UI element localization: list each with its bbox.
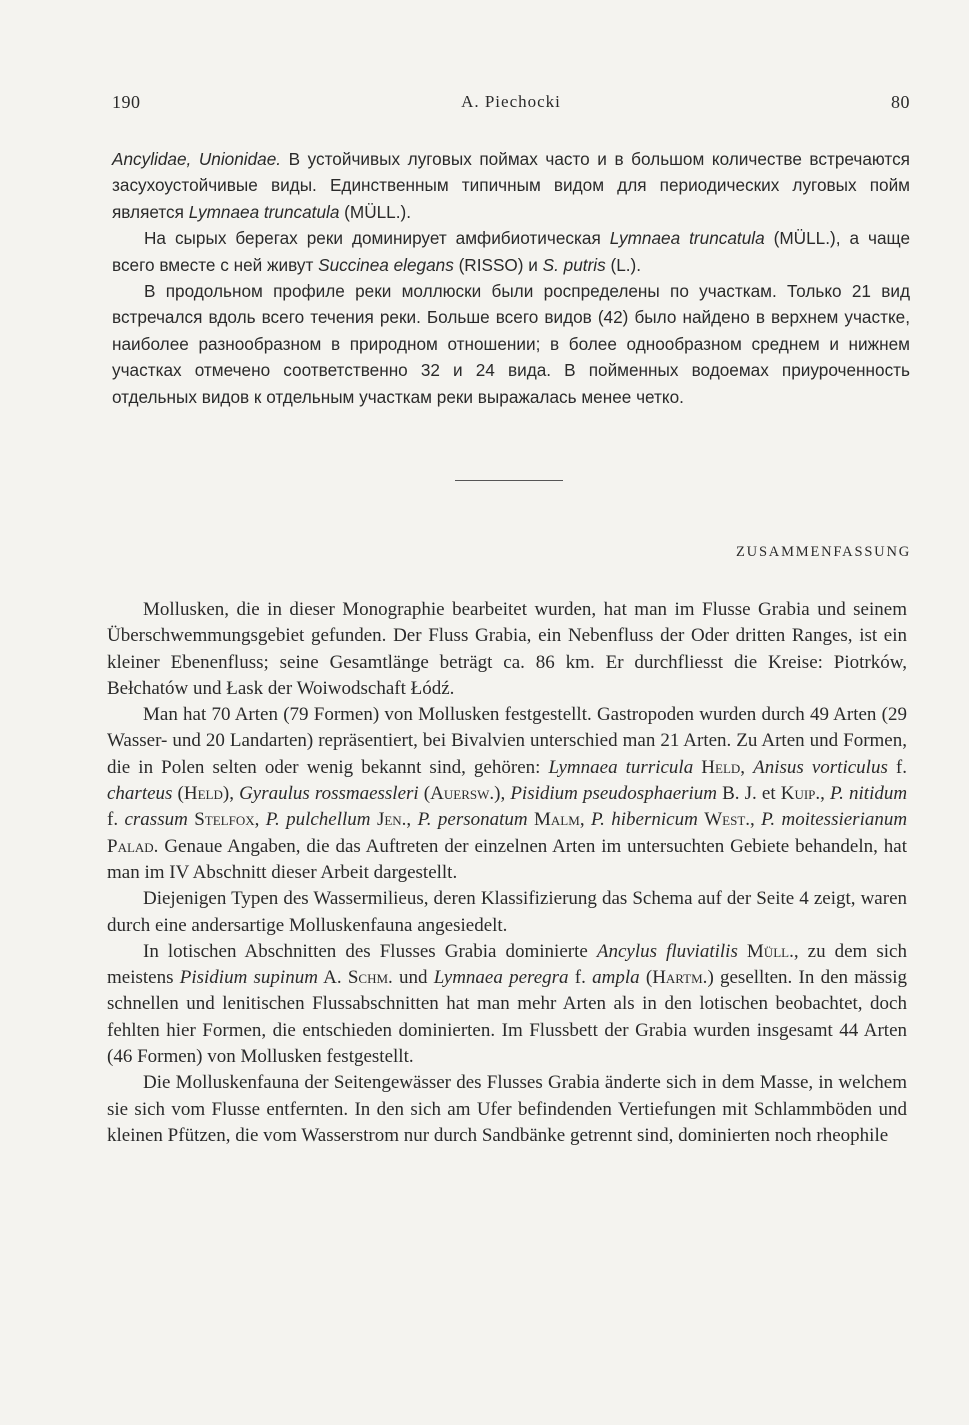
author-name: Auersw. — [430, 783, 495, 805]
author-name: Stelfox — [194, 809, 255, 831]
text-run: , — [820, 783, 830, 805]
section-title: ZUSAMMENFASSUNG — [736, 544, 911, 560]
text-run: (MÜLL.), а чаще всего вместе с ней живут — [112, 228, 911, 275]
german-paragraph-4 — [107, 939, 907, 1070]
taxon-name: P. personatum — [417, 809, 528, 831]
author-name: Malm — [534, 809, 580, 831]
author-name: Hartm. — [652, 967, 708, 989]
german-paragraph-1: Mollusken, die in dieser Monographie bearbeitet wurden, hat man im Flusse Grabia und seinem Überschwemmungsgebiet gefunden. Der Fluss Grabia, ein Nebenfluss der Oder dritten Ranges, ist ein kleiner Ebenenfluss; seine Gesamtlänge beträgt ca. 86 km. Er durchfliesst die Kreise: Piotrków, Bełchatów und Łask der Woiwodschaft Łódź. — [107, 599, 907, 699]
author-name: Müll. — [746, 940, 794, 962]
taxon-name: charteus — [107, 783, 173, 805]
text-run: f. — [887, 756, 908, 778]
russian-paragraph-2 — [112, 225, 910, 278]
text-run: , — [406, 809, 418, 831]
taxon-name: P. pulchellum — [265, 809, 371, 831]
taxon-name: crassum — [124, 809, 188, 831]
page-number: 190 — [112, 92, 141, 112]
taxon-name: Ancylus fluviatilis — [596, 940, 738, 962]
author-name: Held — [701, 756, 741, 778]
text-run: ( — [418, 783, 431, 805]
german-paragraph-5: Die Molluskenfauna der Seitengewässer des Flusses Grabia änderte sich in dem Masse, in welchem sie sich vom Flusse entfernten. In den sich am Ufer befindenden Vertiefungen mit Schlammböden und kleinen Pfützen, die vom Wasserstrom nur durch Sandbänke getrennt sind, dominierten noch rheophile — [107, 1072, 907, 1146]
reference-number: 80 — [891, 92, 910, 112]
taxon-name: Lymnaea truncatula — [188, 201, 340, 222]
taxon-name: S. putris — [542, 254, 606, 275]
text-run: , — [579, 809, 591, 831]
text-run: Man hat 70 Arten (79 Formen) von Mollusken festgestellt. Gastropoden wurden durch 49 Arten (29 Wasser- und 20 Landarten) repräsentiert, bei Bivalvien unterschied man 21 Arten. Zu Arten und Formen, die in Polen selten oder wenig bekannt sind, gehören: — [107, 704, 907, 778]
text-run: ), — [222, 783, 240, 805]
text-run: , — [750, 809, 762, 831]
german-paragraph-3: Diejenigen Typen des Wassermilieus, deren Klassifizierung das Schema auf der Seite 4 zeigt, waren durch eine andersartige Molluskenfauna angesiedelt. — [107, 888, 907, 936]
taxon-name: Ancylidae, Unionidae. — [112, 149, 282, 169]
text-run: (RISSO) и — [453, 254, 543, 275]
author-name: Held — [183, 783, 223, 805]
author-name: West. — [704, 809, 751, 831]
taxon-name: Pisidium pseudosphaerium — [510, 783, 718, 805]
author-name: Schm. — [347, 967, 393, 989]
taxon-name: Anisus vorticulus — [753, 756, 888, 778]
running-head-author: A. Piechocki — [461, 92, 561, 111]
text-run: In lotischen Abschnitten des Flusses Grabia dominierte — [143, 940, 597, 962]
text-run: f. — [107, 809, 125, 831]
german-summary — [107, 597, 907, 1149]
author-name: Jen. — [376, 809, 407, 831]
author-name: Palad. — [107, 835, 159, 857]
russian-paragraph-1 — [112, 146, 910, 225]
text-run: ( — [172, 783, 184, 805]
text-run: und — [392, 967, 434, 989]
text-run: ( — [639, 967, 653, 989]
taxon-name: P. hibernicum — [590, 809, 698, 831]
text-run: На сырых берегах реки доминирует амфибиотическая — [144, 228, 610, 249]
text-run: ), — [494, 783, 511, 805]
text-run: , — [254, 809, 266, 831]
taxon-name: Succinea elegans — [318, 254, 454, 275]
taxon-name: Pisidium supinum — [179, 967, 318, 989]
text-run: ) gesellten. In den mässig schnellen und lenitischen Flussabschnitten hat man mehr Arten als in den lotischen beobachtet, doch fehlten hier Formen, die entschieden dominierten. Im Flussbett der Grabia wurden insgesamt 44 Arten (46 Formen) von Mollusken festgestellt. — [107, 967, 908, 1068]
russian-paragraph-3: В продольном профиле реки моллюски были роспределены по участкам. Только 21 вид встречался вдоль всего течения реки. Больше всего видов (42) было найдено в верхнем участке, наиболее разнообразном в природном отношении; в более однообразном среднем и нижнем участках отмечено соответственно 32 и 24 вида. В пойменных водоемах приуроченность отдельных видов к отдельным участкам реки выражалась менее четко. — [112, 281, 910, 407]
text-run: B. J. et — [717, 783, 781, 805]
taxon-name: ampla — [592, 967, 640, 989]
text-run: , — [740, 756, 754, 778]
text-run: A. — [317, 967, 348, 989]
section-divider — [455, 480, 563, 481]
text-run: f. — [568, 967, 593, 989]
taxon-name: Gyraulus rossmaessleri — [239, 783, 419, 805]
text-run: (MÜLL.). — [339, 201, 412, 222]
text-run: , zu dem sich meistens — [107, 940, 907, 989]
taxon-name: P. moitessierianum — [761, 809, 908, 831]
taxon-name: Lymnaea truncatula — [609, 228, 765, 249]
taxon-name: Lymnaea turricula — [548, 756, 694, 778]
text-run: (L.). — [605, 254, 642, 275]
text-run: В устойчивых луговых поймах часто и в большом количестве встречаются засухоустойчивые виды. Единственным типичным видом для периодических луговых пойм является — [112, 149, 910, 222]
author-name: Kuip. — [780, 783, 821, 805]
taxon-name: P. nitidum — [830, 783, 908, 805]
taxon-name: Lymnaea peregra — [433, 967, 569, 989]
text-run: Genaue Angaben, die das Auftreten der einzelnen Arten im untersuchten Gebiete behandeln, hat man im IV Abschnitt dieser Arbeit dargestellt. — [107, 835, 907, 883]
german-paragraph-2 — [107, 702, 907, 886]
russian-summary — [112, 146, 910, 410]
